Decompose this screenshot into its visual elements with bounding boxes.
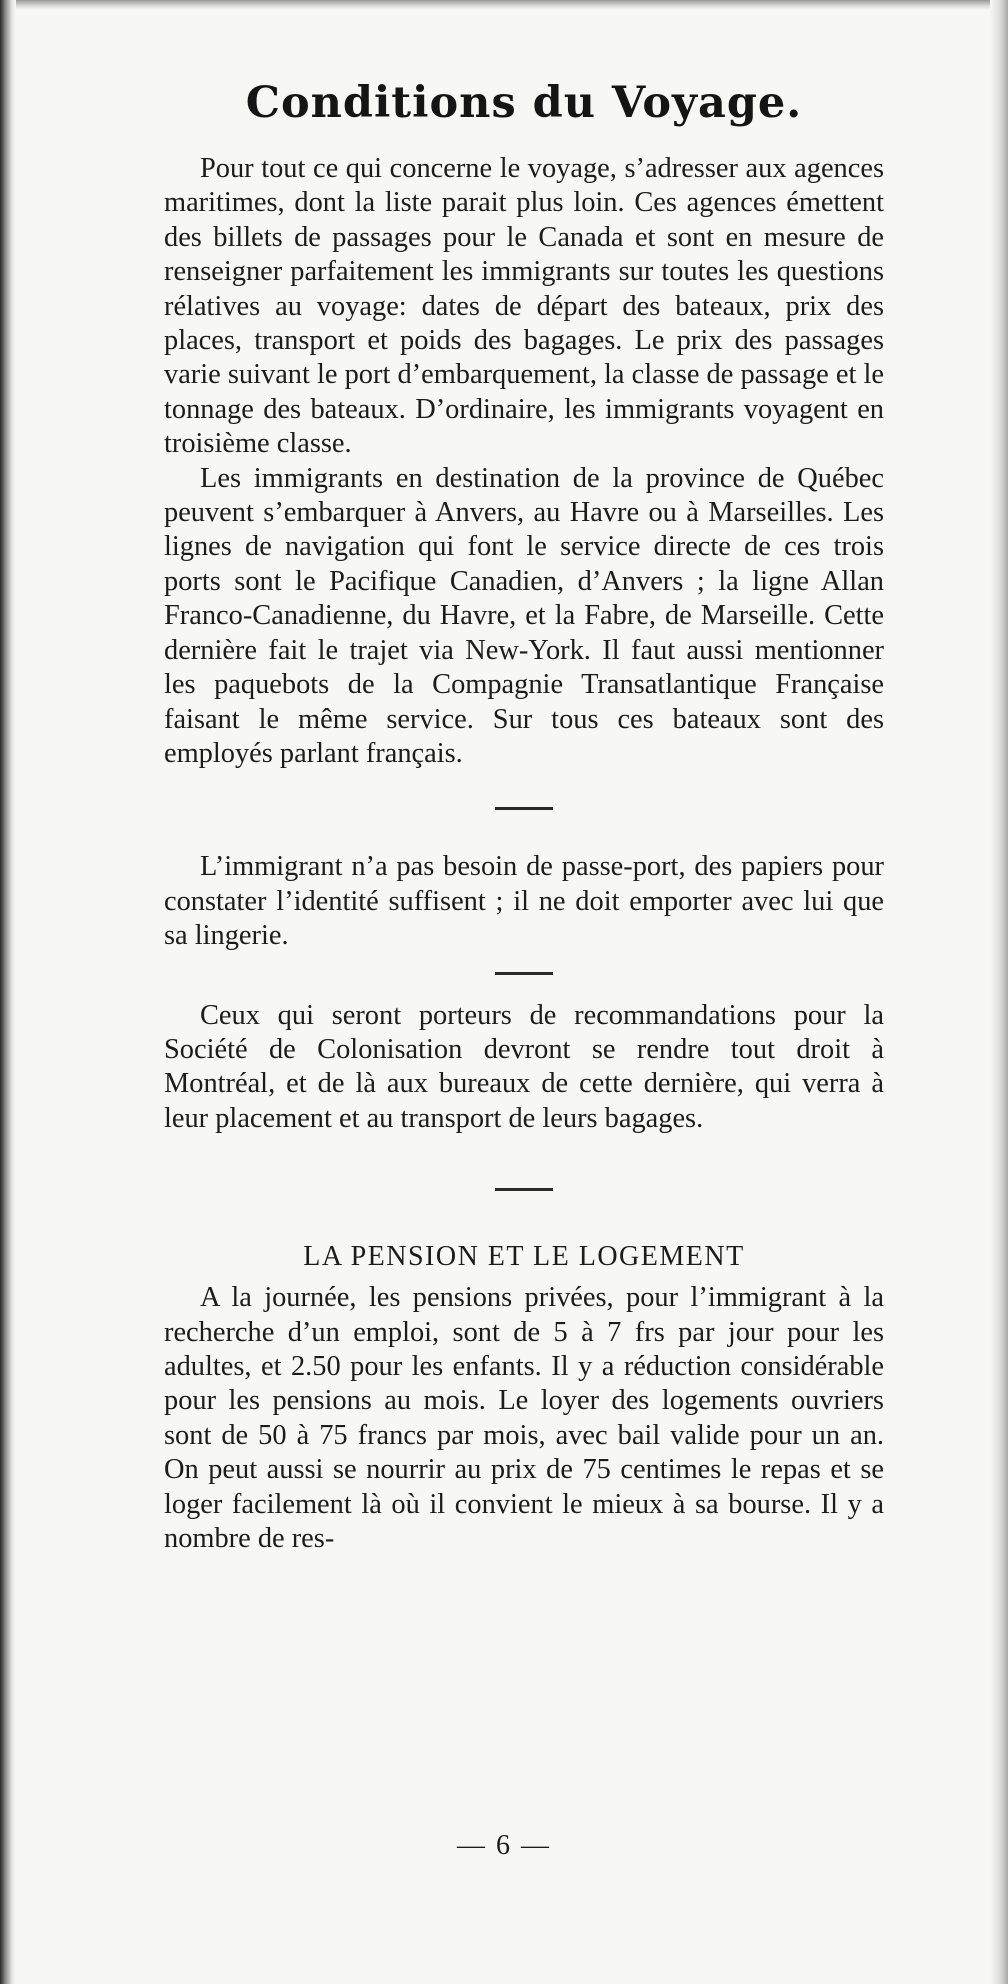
paragraph-recommandations: Ceux qui seront porteurs de recommandations pour la Société de Colonisation devront se rendre tout droit à Montréal, et de là aux bureaux de cette dernière, qui verra à leur placement et au transport de leurs bagages. — [164, 999, 884, 1134]
page-title: Conditions du Voyage. — [245, 78, 803, 128]
scan-edge-top — [0, 0, 1008, 10]
section-heading: LA PENSION ET LE LOGEMENT — [303, 1241, 745, 1273]
paragraph-ports: Les immigrants en destination de la province de Québec peuvent s’embarquer à Anvers, au Havre ou à Marseilles. Les lignes de navigation qui font le service directe de ces trois ports sont le Pacifique Canadien, d’Anvers ; la ligne Allan Franco-Canadienne, du Havre, et la Fabre, de Marseille. Cette dernière fait le trajet via New-York. Il faut aussi mentionner les paquebots de la Compagnie Transatlantique Française faisant le même service. Sur tous ces bateaux sont des employés parlant français. — [164, 462, 884, 769]
separator-rule — [495, 972, 553, 975]
scan-edge-left — [0, 0, 16, 1984]
separator-rule — [495, 807, 553, 810]
paragraph-agences: Pour tout ce qui concerne le voyage, s’adresser aux agences maritimes, dont la liste parait plus loin. Ces agences émettent des billets de passages pour le Canada et sont en mesure de renseigner parfaitement les immigrants sur toutes les questions rélatives au voyage: dates de départ des bateaux, prix des places, transport et poids des bagages. Le prix des passages varie suivant le port d’embarquement, la classe de passage et le tonnage des bateaux. D’ordinaire, les immigrants voyagent en troisième classe. — [164, 153, 884, 460]
page-content — [164, 78, 884, 1556]
scan-edge-right — [990, 0, 1008, 1984]
separator-rule — [495, 1188, 553, 1191]
page-number: — 6 — — [457, 1830, 551, 1861]
paragraph-pension: A la journée, les pensions privées, pour l’immigrant à la recherche d’un emploi, sont de 5 à 7 frs par jour pour les adultes, et 2.50 pour les enfants. Il y a réduction considérable pour les pensions au mois. Le loyer des logements ouvriers sont de 50 à 75 francs par mois, avec bail valide pour un an. On peut aussi se nourrir au prix de 75 centimes le repas et se loger facilement là où il convient le mieux à sa bourse. Il y a nombre de res- — [164, 1282, 884, 1554]
paragraph-passeport: L’immigrant n’a pas besoin de passe-port, des papiers pour constater l’identité suffisent ; il ne doit emporter avec lui que sa lingerie. — [164, 851, 884, 952]
